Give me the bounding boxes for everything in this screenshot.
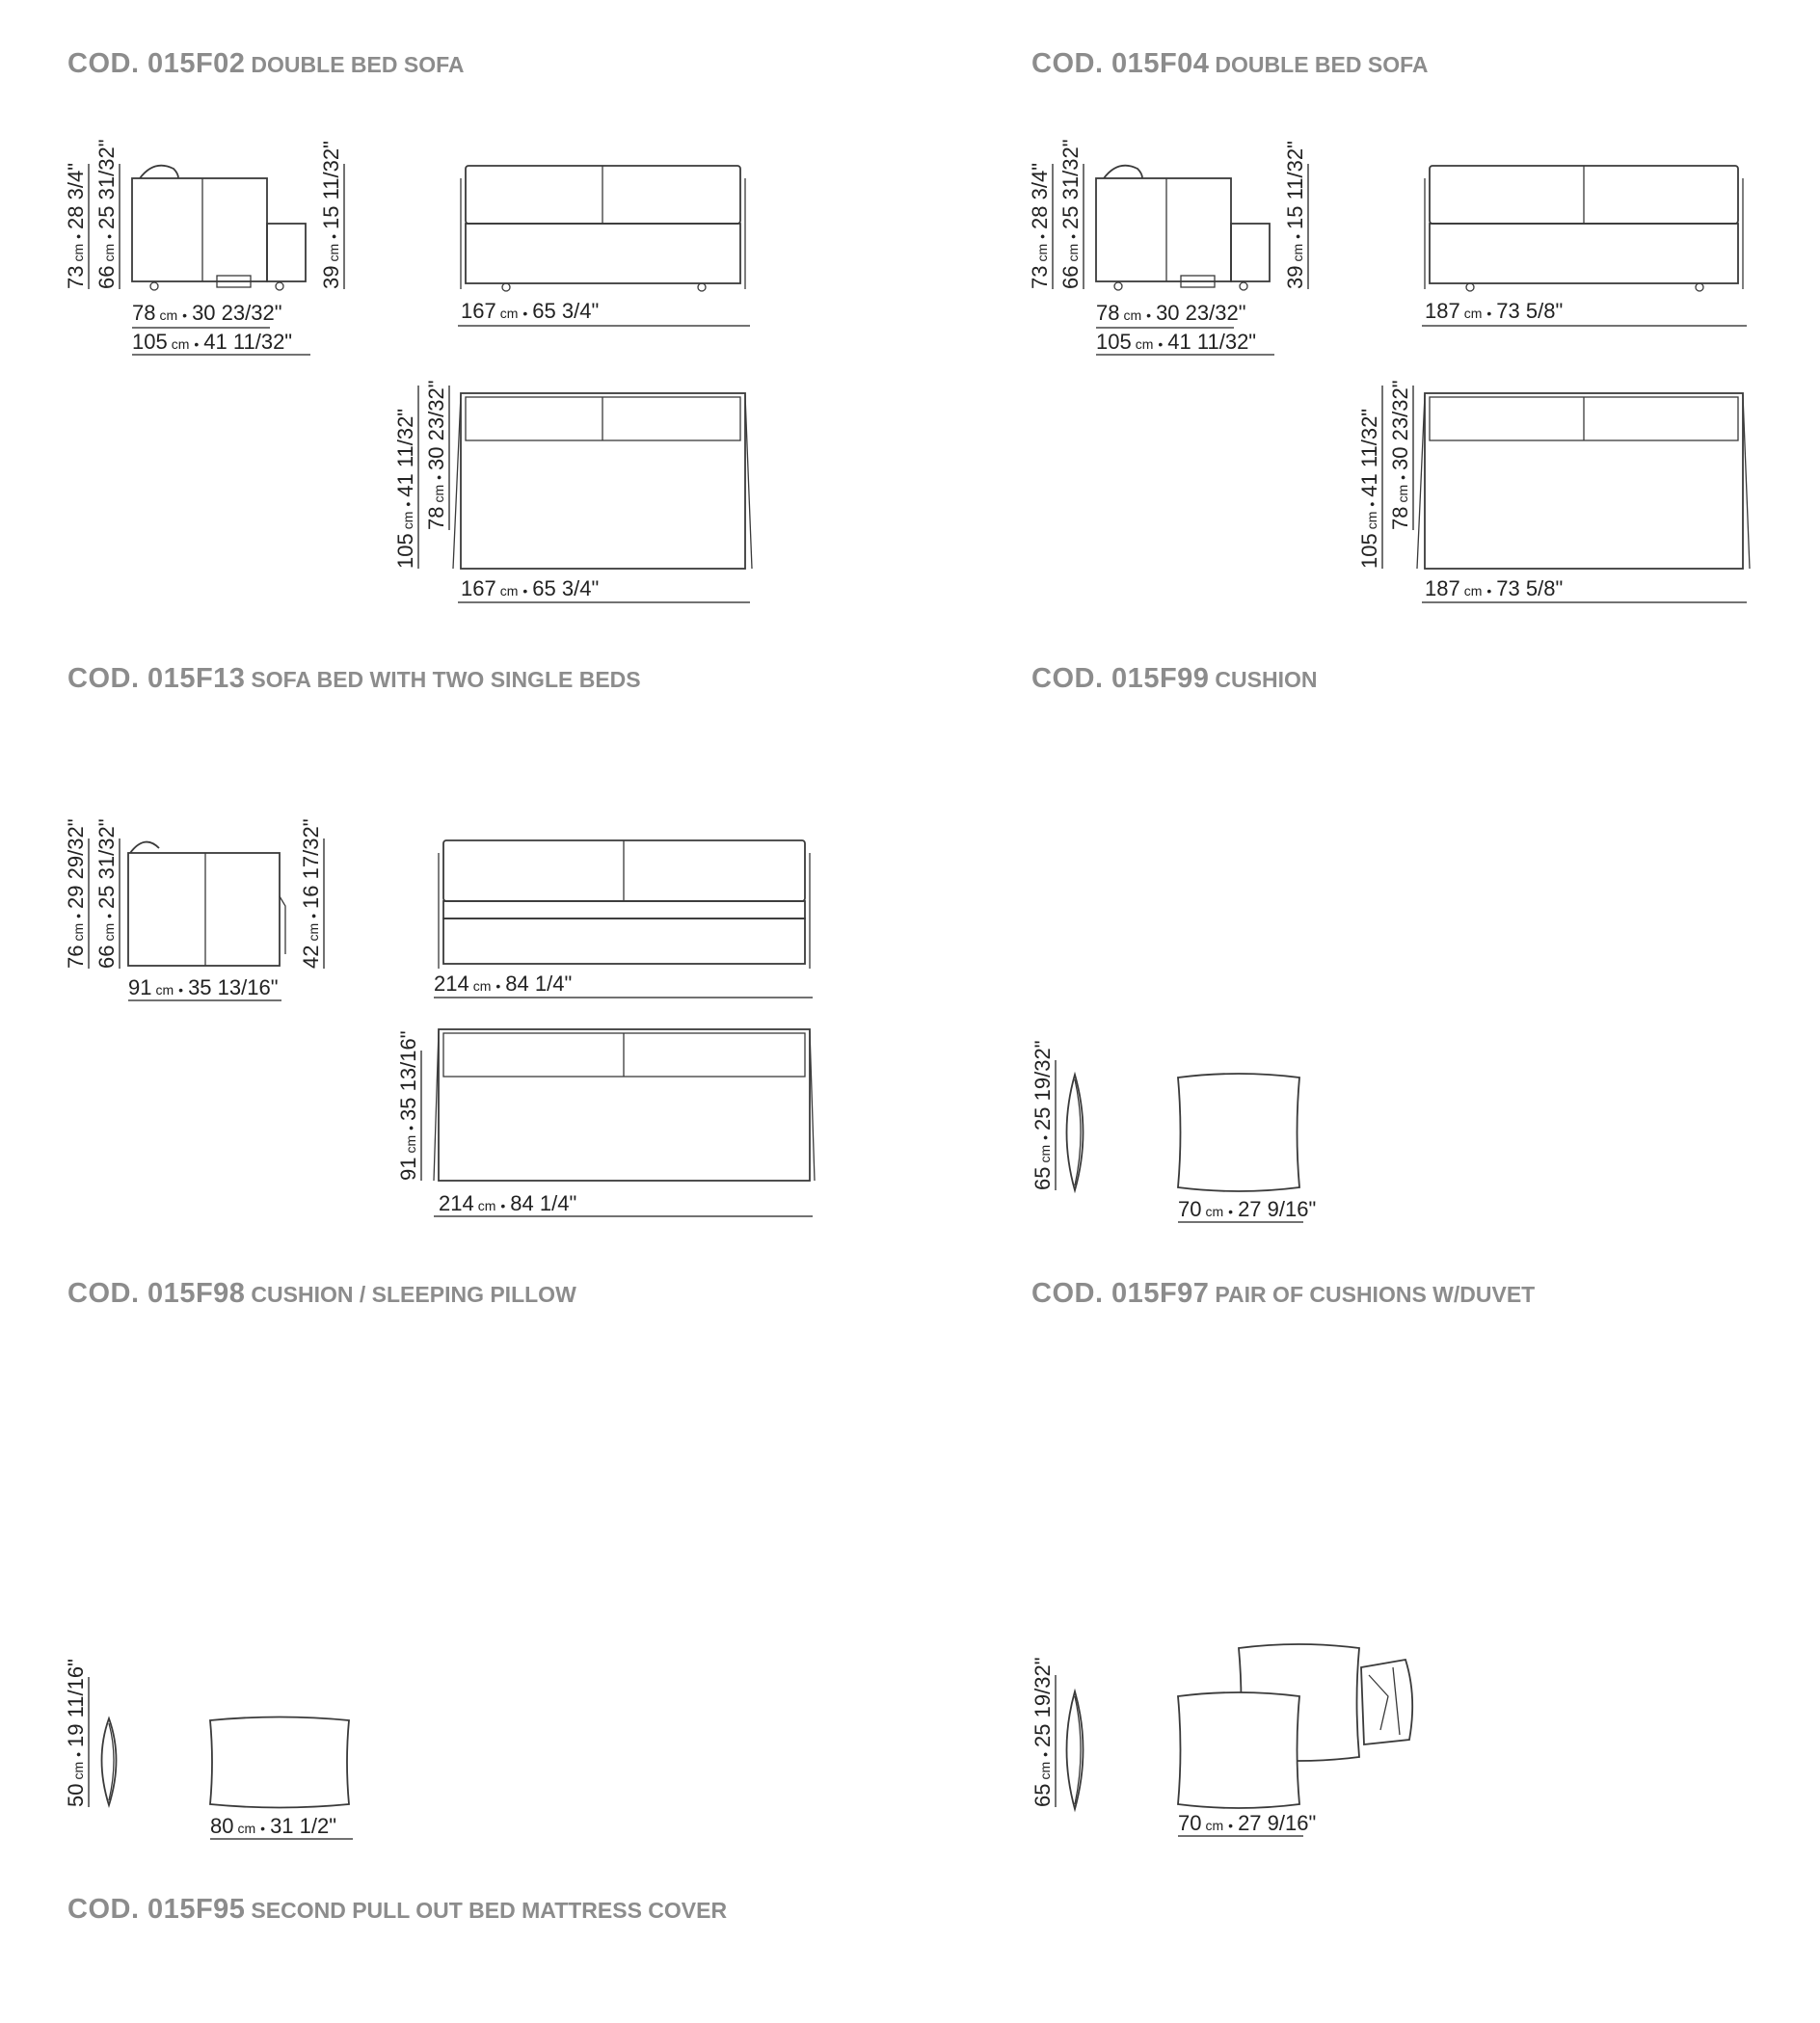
dim-label: 78cm•30 23/32" (424, 380, 448, 530)
front-view (461, 166, 745, 291)
product-description: PAIR OF CUSHIONS W/DUVET (1215, 1282, 1536, 1307)
dim-label: 167 cm • 65 3/4" (461, 576, 600, 600)
dim-label: 105 cm • 41 11/32" (132, 330, 293, 354)
dim-label: 78 cm • 30 23/32" (1096, 301, 1246, 325)
dim-label: 65cm•25 19/32" (1030, 1657, 1055, 1807)
dim-label: 70 cm • 27 9/16" (1178, 1197, 1317, 1221)
dimension-labels (64, 139, 1563, 1838)
dim-label: 105cm•41 11/32" (393, 408, 417, 569)
dim-label: 80 cm • 31 1/2" (210, 1814, 337, 1838)
product-description: DOUBLE BED SOFA (1215, 52, 1429, 77)
product-code: COD. 015F99 (1031, 663, 1210, 694)
product-code: COD. 015F98 (67, 1278, 246, 1309)
top-view (453, 393, 752, 569)
product-description: SECOND PULL OUT BED MATTRESS COVER (251, 1898, 728, 1923)
dim-label: 50cm•19 11/16" (64, 1659, 88, 1807)
product-code: COD. 015F95 (67, 1894, 246, 1925)
side-view (132, 166, 306, 290)
drawing-015F13 (89, 838, 815, 1216)
dim-label: 42cm•16 17/32" (299, 818, 323, 969)
dim-label: 66cm•25 31/32" (94, 139, 119, 289)
dim-label: 66cm•25 31/32" (94, 818, 119, 969)
product-description: SOFA BED WITH TWO SINGLE BEDS (251, 667, 641, 692)
product-description: CUSHION (1215, 667, 1318, 692)
dim-label: 76cm•29 29/32" (64, 818, 88, 969)
dim-label: 105 cm • 41 11/32" (1096, 330, 1257, 354)
drawing-015F97 (1056, 1644, 1412, 1836)
dim-label: 105cm•41 11/32" (1357, 408, 1381, 569)
dim-label: 39cm•15 11/32" (319, 141, 343, 289)
dim-label: 214 cm • 84 1/4" (434, 972, 573, 996)
product-description: CUSHION / SLEEPING PILLOW (251, 1282, 576, 1307)
dim-label: 66cm•25 31/32" (1058, 139, 1083, 289)
dim-label: 65cm•25 19/32" (1030, 1040, 1055, 1190)
dim-label: 91cm•35 13/16" (396, 1030, 420, 1181)
side-view (1096, 166, 1270, 290)
side-view (128, 842, 285, 966)
drawing-015F02 (89, 164, 752, 602)
dim-label: 39cm•15 11/32" (1283, 141, 1307, 289)
dim-label: 73cm•28 3/4" (64, 162, 88, 289)
product-description: DOUBLE BED SOFA (251, 52, 465, 77)
top-view (434, 1029, 815, 1181)
dim-label: 73cm•28 3/4" (1028, 162, 1052, 289)
dim-label: 167 cm • 65 3/4" (461, 299, 600, 323)
dim-label: 91 cm • 35 13/16" (128, 975, 279, 999)
product-code: COD. 015F04 (1031, 48, 1210, 79)
product-code: COD. 015F13 (67, 663, 246, 694)
dim-label: 187 cm • 73 5/8" (1425, 299, 1564, 323)
top-view (1417, 393, 1750, 569)
dim-label: 70 cm • 27 9/16" (1178, 1811, 1317, 1835)
dim-label: 187 cm • 73 5/8" (1425, 576, 1564, 600)
front-view (1425, 166, 1743, 291)
product-code: COD. 015F97 (1031, 1278, 1210, 1309)
dim-label: 78cm•30 23/32" (1388, 380, 1412, 530)
dim-label: 78 cm • 30 23/32" (132, 301, 282, 325)
product-code: COD. 015F02 (67, 48, 246, 79)
dim-label: 214 cm • 84 1/4" (439, 1191, 577, 1215)
front-view (439, 840, 810, 969)
